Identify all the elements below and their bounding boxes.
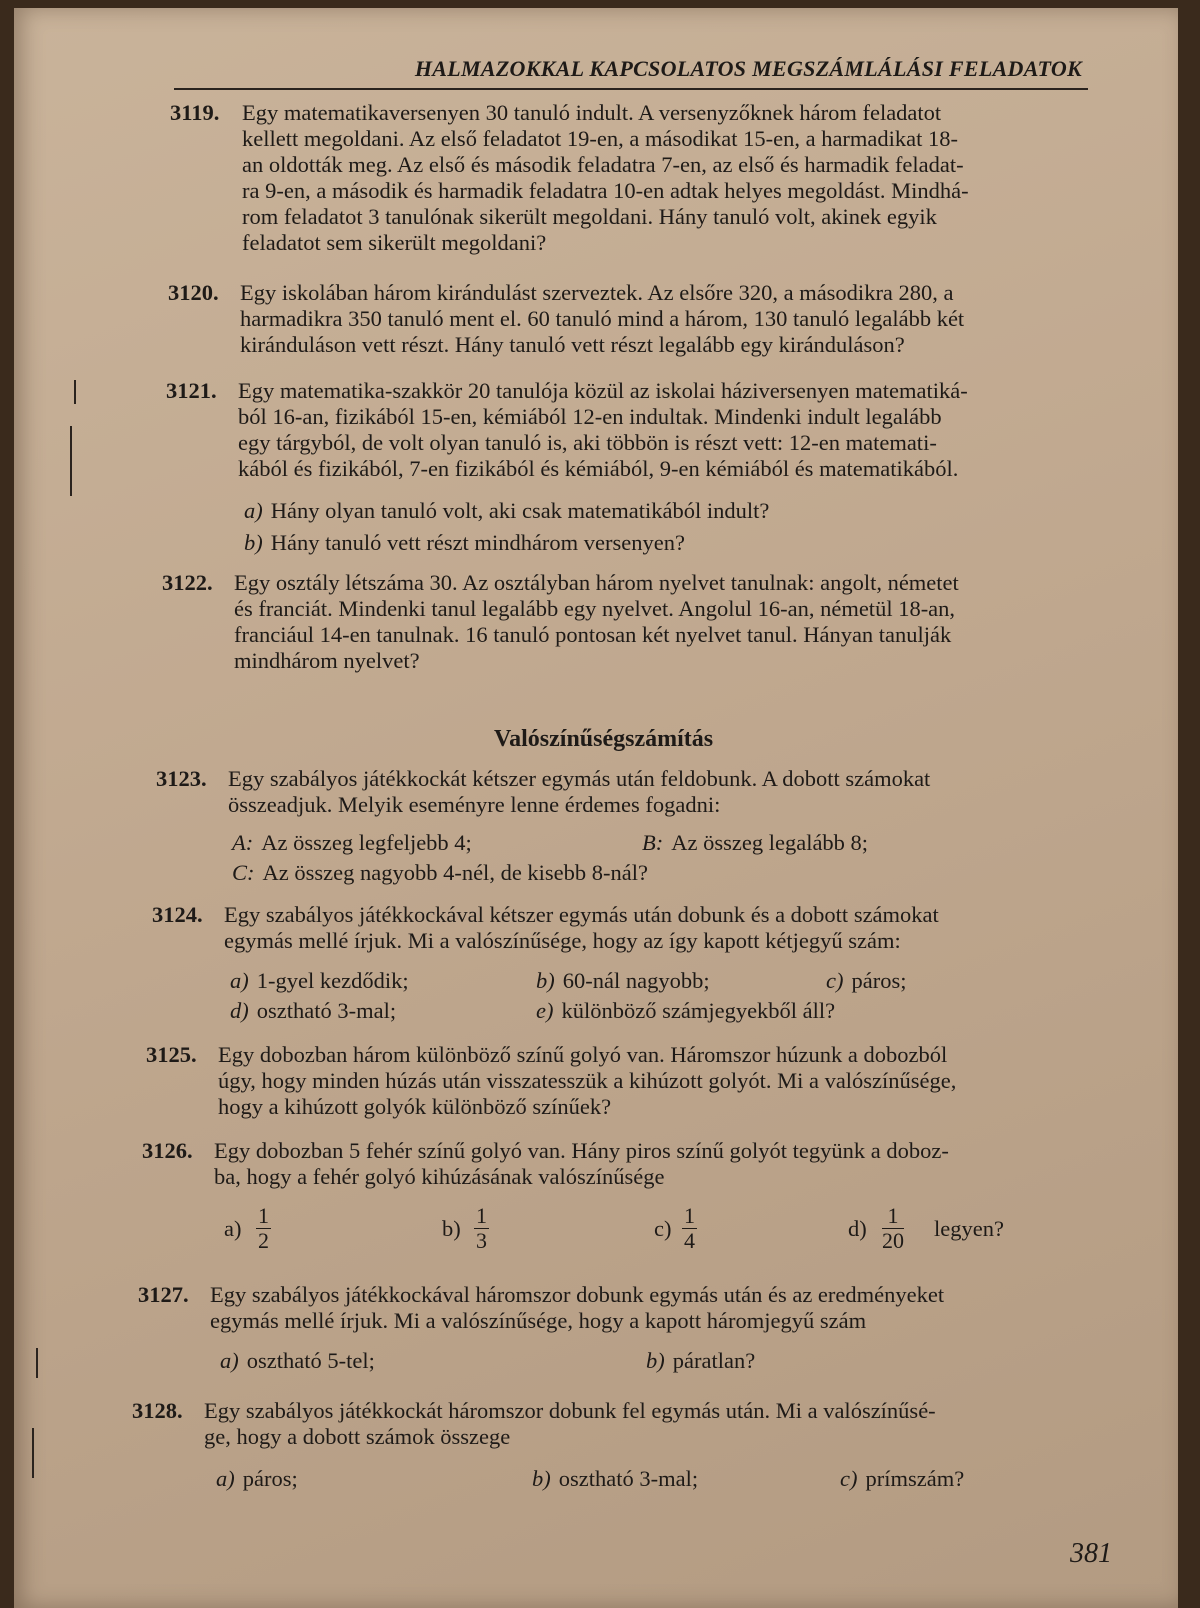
problem-text: [242, 100, 1080, 256]
sub-label: a): [216, 1466, 235, 1491]
subquestion-3127-b: [646, 1348, 755, 1374]
text-line: Egy szabályos játékkockát háromszor dobunk fel egymás után. Mi a valószínűsé-: [204, 1398, 936, 1423]
fraction-tail: legyen?: [934, 1216, 1004, 1241]
sub-text: osztható 3-mal;: [558, 1466, 699, 1491]
text-line: an oldották meg. Az első és második feladatra 7-en, az első és harmadik feladat-: [242, 152, 964, 177]
problem-number: 3123.: [156, 766, 207, 791]
fraction-numerator: 1: [882, 1204, 904, 1229]
section-title: Valószínűségszámítás: [494, 726, 714, 752]
problem-number: 3120.: [168, 280, 219, 305]
subquestion-3128-c: [840, 1466, 964, 1492]
text-line: ge, hogy a dobott számok összege: [204, 1424, 511, 1449]
margin-pencil-mark: [74, 380, 76, 404]
problem-text: [204, 1398, 1080, 1450]
option-label: A:: [232, 830, 254, 855]
option-3123-b: [642, 830, 868, 856]
text-line: összeadjuk. Melyik eseményre lenne érdemes fogadni:: [228, 792, 721, 817]
text-line: harmadikra 350 tanuló ment el. 60 tanuló mind a három, 130 tanuló legalább két: [240, 306, 965, 331]
sub-text: páratlan?: [672, 1348, 756, 1373]
subquestion-3128-a: [216, 1466, 298, 1492]
text-line: rom feladatot 3 tanulónak sikerült megoldani. Hány tanuló volt, akinek egyik: [242, 204, 937, 229]
text-line: Egy matematikaversenyen 30 tanuló indult. A versenyzőknek három feladatot: [242, 100, 942, 125]
sub-text: Hány tanuló vett részt mindhárom versenyen?: [270, 530, 685, 555]
problem-text: [238, 378, 1080, 482]
fraction-numerator: 1: [476, 1203, 487, 1228]
sub-text: 1-gyel kezdődik;: [256, 968, 409, 993]
option-3123-a: [232, 830, 472, 856]
subquestion-3124-c: [826, 968, 906, 994]
option-label-3126-a: a): [224, 1216, 242, 1241]
text-line: ba, hogy a fehér golyó kihúzásának valószínűsége: [214, 1164, 665, 1189]
problem-text: [240, 280, 1080, 358]
problem-text: [234, 570, 1078, 674]
subquestion-3127-a: [220, 1348, 375, 1374]
page-number: 381: [1070, 1538, 1112, 1569]
option-label: B:: [642, 830, 664, 855]
text-line: mindhárom nyelvet?: [234, 648, 420, 673]
margin-pencil-mark: [32, 1428, 34, 1478]
option-label: C:: [232, 860, 255, 885]
sub-text: prímszám?: [865, 1466, 965, 1491]
text-line: Egy dobozban három különböző színű golyó van. Háromszor húzunk a dobozból: [218, 1042, 948, 1067]
problem-number: 3122.: [162, 570, 213, 595]
sub-label: c): [840, 1466, 858, 1491]
text-line: egy tárgyból, de volt olyan tanuló is, aki többön is részt vett: 12-en matemati-: [238, 430, 937, 455]
sub-text: páros;: [242, 1466, 298, 1491]
fraction-numerator: 1: [684, 1203, 695, 1228]
text-line: Egy iskolában három kirándulást szerveztek. Az elsőre 320, a másodikra 280, a: [240, 280, 954, 305]
subquestion-3124-e: [536, 998, 835, 1024]
text-line: kából és fizikából, 7-en fizikából és kémiából, 9-en kémiából és matematikából.: [238, 456, 959, 481]
sub-text: osztható 3-mal;: [256, 998, 397, 1023]
text-line: Egy szabályos játékkockát kétszer egymás után feldobunk. A dobott számokat: [228, 766, 931, 791]
text-line: és franciát. Mindenki tanul legalább egy nyelvet. Angolul 16-an, németül 18-an,: [234, 596, 956, 621]
sub-text: különböző számjegyekből áll?: [561, 998, 836, 1023]
option-text: Az összeg legalább 8;: [671, 830, 869, 855]
text-line: egymás mellé írjuk. Mi a valószínűsége, hogy a kapott háromjegyű szám: [210, 1308, 867, 1333]
text-line: Egy szabályos játékkockával háromszor dobunk egymás után és az eredményeket: [210, 1282, 945, 1307]
subquestion-3121-b: [244, 530, 685, 556]
fraction-3126-a: [256, 1204, 271, 1253]
text-line: ból 16-an, fizikából 15-en, kémiából 12-en indultak. Mindenki indult legalább: [238, 404, 942, 429]
text-line: franciául 14-en tanulnak. 16 tanuló pontosan két nyelvet tanul. Hányan tanulják: [234, 622, 952, 647]
option-label-3126-d: d): [848, 1216, 867, 1241]
sub-label: e): [536, 998, 554, 1023]
text-line: úgy, hogy minden húzás után visszatesszük a kihúzott golyót. Mi a valószínűsége,: [218, 1068, 957, 1093]
sub-label: a): [230, 968, 249, 993]
fraction-denominator: 20: [882, 1228, 904, 1253]
problem-number: 3127.: [138, 1282, 189, 1307]
fraction-numerator: 1: [258, 1203, 269, 1228]
text-line: Egy matematika-szakkör 20 tanulója közül az iskolai háziversenyen matematiká-: [238, 378, 968, 403]
fraction-3126-c: [682, 1204, 697, 1253]
text-line: Egy szabályos játékkockával kétszer egymás után dobunk és a dobott számokat: [224, 902, 939, 927]
fraction-denominator: 3: [476, 1228, 487, 1253]
subquestion-3121-a: [244, 498, 769, 524]
sub-label: b): [646, 1348, 665, 1373]
subquestion-3124-d: [230, 998, 396, 1024]
option-text: Az összeg legfeljebb 4;: [261, 830, 472, 855]
sub-text: 60-nál nagyobb;: [562, 968, 710, 993]
sub-label: b): [536, 968, 555, 993]
fraction-denominator: 4: [684, 1228, 695, 1253]
sub-label: a): [220, 1348, 239, 1373]
sub-label: b): [244, 530, 263, 555]
sub-label: c): [826, 968, 844, 993]
book-page: [14, 8, 1178, 1608]
option-label-3126-b: b): [442, 1216, 461, 1241]
subquestion-3124-b: [536, 968, 710, 994]
problem-number: 3128.: [132, 1398, 183, 1423]
problem-number: 3124.: [152, 902, 203, 927]
problem-number: 3121.: [166, 378, 217, 403]
text-line: kellett megoldani. Az első feladatot 19-en, a másodikat 15-en, a harmadikat 18-: [242, 126, 959, 151]
problem-text: [228, 766, 1080, 818]
text-line: hogy a kihúzott golyók különböző színűek?: [218, 1094, 612, 1119]
problem-text: [210, 1282, 1080, 1334]
text-line: feladatot sem sikerült megoldani?: [242, 230, 547, 255]
header-rule: [174, 88, 1088, 90]
problem-text: [214, 1138, 1080, 1190]
sub-label: d): [230, 998, 249, 1023]
option-label-3126-c: c): [654, 1216, 672, 1241]
sub-label: b): [532, 1466, 551, 1491]
margin-pencil-mark: [70, 426, 72, 496]
problem-number: 3119.: [170, 100, 220, 125]
option-text: Az összeg nagyobb 4-nél, de kisebb 8-nál?: [262, 860, 649, 885]
running-header: HALMAZOKKAL KAPCSOLATOS MEGSZÁMLÁLÁSI FELADATOK: [414, 56, 1082, 81]
sub-text: Hány olyan tanuló volt, aki csak matematikából indult?: [270, 498, 770, 523]
subquestion-3124-a: [230, 968, 409, 994]
margin-pencil-mark: [36, 1348, 38, 1378]
sub-text: páros;: [851, 968, 907, 993]
subquestion-3128-b: [532, 1466, 698, 1492]
fraction-3126-d: [882, 1204, 904, 1253]
sub-label: a): [244, 498, 263, 523]
option-3123-c: [232, 860, 648, 886]
problem-text: [218, 1042, 1078, 1120]
fraction-denominator: 2: [258, 1228, 269, 1253]
problem-number: 3126.: [142, 1138, 193, 1163]
text-line: egymás mellé írjuk. Mi a valószínűsége, hogy az így kapott kétjegyű szám:: [224, 928, 901, 953]
problem-number: 3125.: [146, 1042, 197, 1067]
text-line: Egy osztály létszáma 30. Az osztályban három nyelvet tanulnak: angolt, németet: [234, 570, 959, 595]
text-line: ra 9-en, a második és harmadik feladatra 10-en adtak helyes megoldást. Mindhá-: [242, 178, 969, 203]
sub-text: osztható 5-tel;: [246, 1348, 375, 1373]
fraction-3126-b: [474, 1204, 489, 1253]
problem-text: [224, 902, 1078, 954]
text-line: Egy dobozban 5 fehér színű golyó van. Hány piros színű golyót tegyünk a doboz-: [214, 1138, 949, 1163]
text-line: kiránduláson vett részt. Hány tanuló vett részt legalább egy kiránduláson?: [240, 332, 905, 357]
